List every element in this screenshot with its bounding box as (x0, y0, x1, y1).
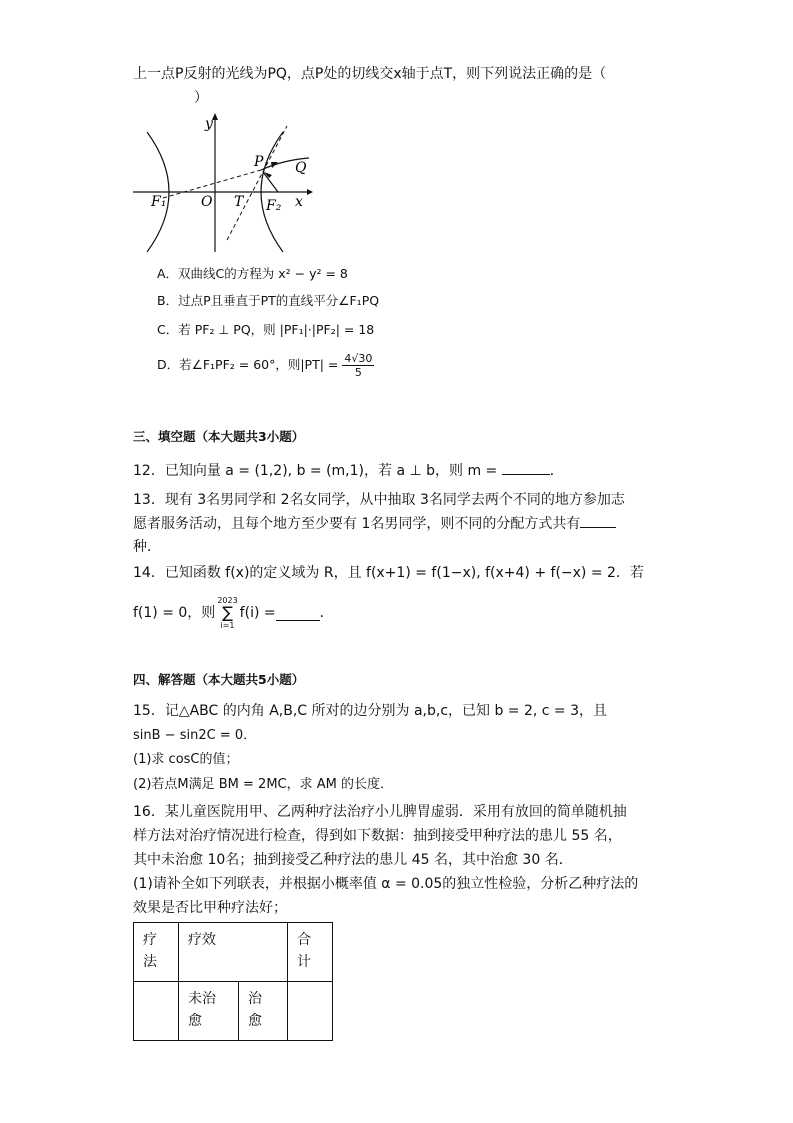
q12-suffix: ． (549, 463, 564, 479)
table-row (134, 982, 333, 1041)
q11-option-d-fraction (342, 352, 374, 379)
q14-suffix: ． (319, 605, 334, 621)
table-cell-empty[interactable] (134, 982, 179, 1041)
q16-line2: 样方法对治疗情况进行检查，得到如下数据：抽到接受甲种疗法的患儿 55 名， (133, 828, 622, 844)
table-header-cured: 治愈 (238, 982, 287, 1041)
contingency-table (133, 922, 333, 1041)
q14-line2 (133, 596, 334, 630)
q15-line2: sinB − sin2C = 0． (133, 728, 257, 743)
q11-option-c: C．若 PF₂ ⊥ PQ，则 |PF₁|·|PF₂| = 18 (157, 322, 375, 337)
q14-answer-blank[interactable] (276, 606, 320, 621)
q13-line2 (133, 513, 616, 534)
sum-symbol: ∑ (222, 603, 233, 622)
q11-option-d-prefix: D．若∠F₁PF₂ = 60°，则|PT| = (157, 357, 343, 372)
label-p: P (254, 154, 264, 170)
q11-option-d (157, 352, 374, 379)
fraction-numerator: 4√30 (344, 352, 373, 365)
section4-title: 四、解答题（本大题共5小题） (133, 672, 305, 687)
q16-line5: 效果是否比甲种疗法好； (133, 900, 287, 916)
section3-title: 三、填空题（本大题共3小题） (133, 429, 305, 444)
q16-line1: 16．某儿童医院用甲、乙两种疗法治疗小儿脾胃虚弱．采用有放回的简单随机抽 (133, 804, 627, 820)
q13-answer-blank[interactable] (580, 513, 616, 528)
q11-option-b: B．过点P且垂直于PT的直线平分∠F₁PQ (157, 293, 380, 308)
q16-line4: (1)请补全如下列联表，并根据小概率值 α = 0.05的独立性检验，分析乙种疗法的 (133, 876, 639, 892)
q13-line2-text: 愿者服务活动，且每个地方至少要有 1名男同学，则不同的分配方式共有 (133, 516, 581, 532)
q14-line1: 14．已知函数 f(x)的定义域为 R，且 f(x+1) = f(1−x), f(x+4) + f(−x) = 2．若 (133, 565, 644, 581)
table-header-method: 疗法 (134, 923, 179, 982)
q11-stem-line1: 上一点P反射的光线为PQ，点P处的切线交x轴于点T，则下列说法正确的是（ (133, 66, 607, 82)
q15-part2: (2)若点M满足 BM = 2MC，求 AM 的长度． (133, 777, 393, 792)
q14-line2-mid: f(i) = (239, 605, 276, 621)
q14-line2-prefix: f(1) = 0，则 (133, 605, 216, 621)
table-header-total: 合计 (288, 923, 333, 982)
label-t: T (234, 194, 244, 210)
table-header-uncured: 未治愈 (179, 982, 239, 1041)
hyperbola-figure (133, 112, 313, 258)
q12-text: 12．已知向量 a = (1,2), b = (m,1)，若 a ⊥ b，则 m = (133, 463, 502, 479)
q12 (133, 460, 564, 481)
q16-line3: 其中未治愈 10名；抽到接受乙种疗法的患儿 45 名，其中治愈 30 名． (133, 852, 573, 868)
label-x: x (295, 194, 303, 210)
table-cell-empty[interactable] (288, 982, 333, 1041)
label-y: y (205, 116, 213, 132)
q13-line1: 13．现有 3名男同学和 2名女同学，从中抽取 3名同学去两个不同的地方参加志 (133, 492, 625, 508)
label-f2: F₂ (266, 198, 282, 214)
x-axis-arrow (307, 189, 313, 195)
q15-line1: 15．记△ABC 的内角 A,B,C 所对的边分别为 a,b,c，已知 b = 2, c = 3，且 (133, 703, 608, 719)
fraction-denominator: 5 (354, 366, 362, 379)
label-q: Q (295, 160, 307, 176)
label-o: O (201, 194, 213, 210)
sum-upper-limit: 2023 (217, 596, 238, 605)
table-header-effect: 疗效 (179, 923, 288, 982)
q11-option-a: A．双曲线C的方程为 x² − y² = 8 (157, 266, 348, 281)
q12-answer-blank[interactable] (502, 460, 550, 475)
q15-part1: (1)求 cosC的值； (133, 752, 239, 767)
dashed-tangent (227, 126, 287, 240)
summation (217, 596, 237, 630)
ray-p-q-arrow (271, 162, 278, 168)
label-f1: F₁ (151, 194, 167, 210)
q13-line3: 种． (133, 539, 161, 555)
sum-lower-limit: i=1 (220, 621, 235, 630)
table-header-row (134, 923, 333, 982)
q11-stem-line2: ） (194, 90, 208, 106)
